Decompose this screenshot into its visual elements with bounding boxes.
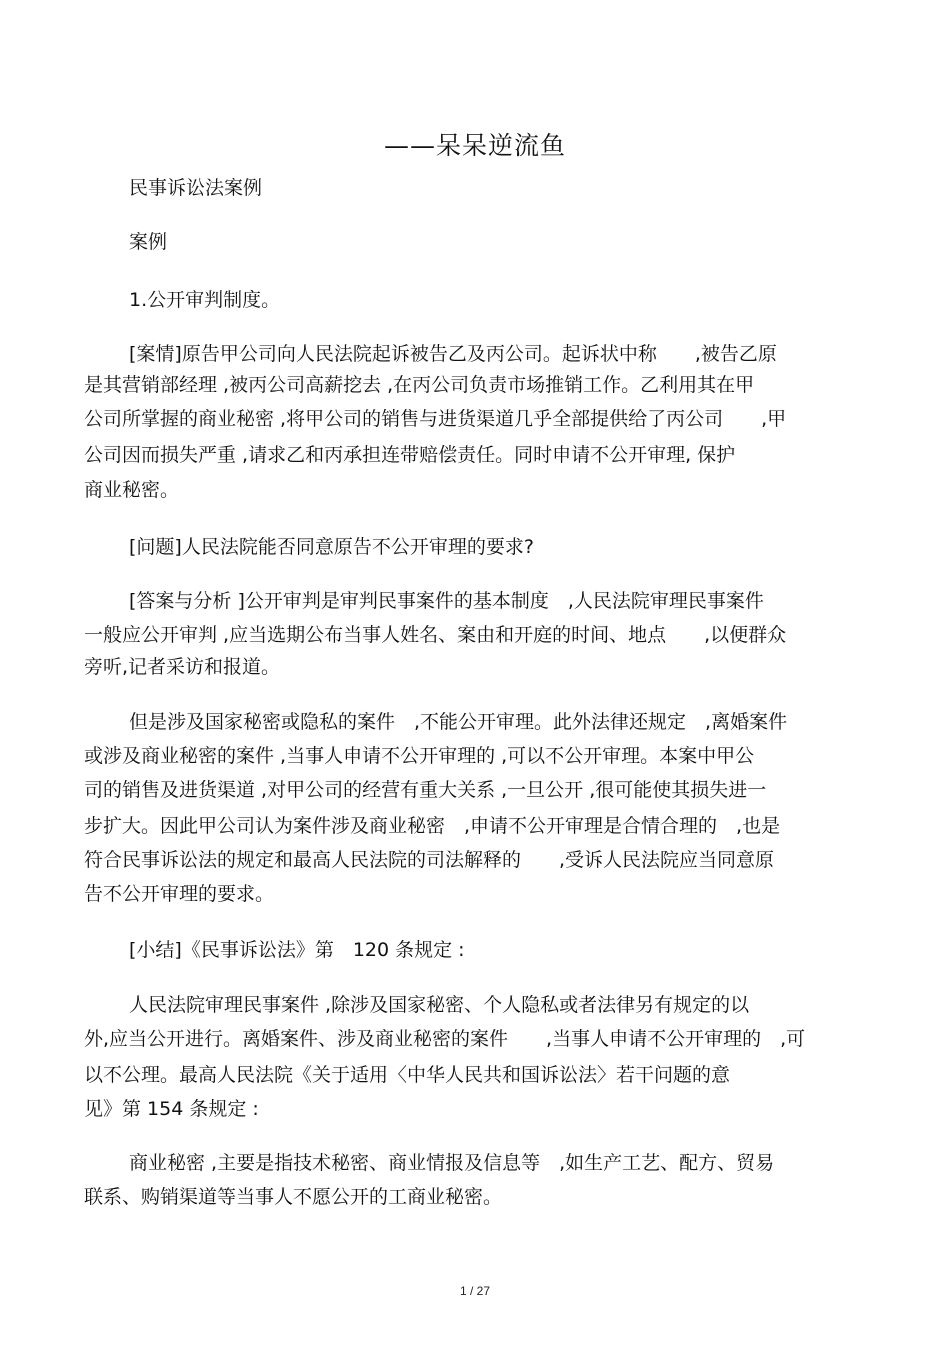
subsection-heading: 案例	[129, 231, 168, 253]
paragraph-line: 步扩大。因此甲公司认为案件涉及商业秘密 ,申请不公开审理是合情合理的 ,也是	[84, 815, 781, 837]
paragraph-line: 公司因而损失严重 ,请求乙和丙承担连带赔偿责任。同时申请不公开审理, 保护	[84, 444, 736, 466]
paragraph-line: 一般应公开审判 ,应当选期公布当事人姓名、案由和开庭的时间、地点 ,以便群众	[84, 624, 787, 646]
paragraph-line: 符合民事诉讼法的规定和最高人民法院的司法解释的 ,受诉人民法院应当同意原	[84, 849, 775, 871]
paragraph-line: [答案与分析 ]公开审判是审判民事案件的基本制度 ,人民法院审理民事案件	[129, 590, 764, 612]
summary-line: [小结]《民事诉讼法》第 120 条规定 :	[129, 939, 465, 961]
section-heading: 民事诉讼法案例	[129, 177, 263, 199]
paragraph-line: 以不公理。最高人民法院《关于适用〈中华人民共和国诉讼法〉若干问题的意	[84, 1064, 731, 1086]
paragraph-line: 或涉及商业秘密的案件 ,当事人申请不公开审理的 ,可以不公开审理。本案中甲公	[84, 745, 755, 767]
question-line: [问题]人民法院能否同意原告不公开审理的要求?	[129, 536, 534, 558]
paragraph-line: 见》第 154 条规定 :	[84, 1098, 259, 1120]
page-number: 1 / 27	[459, 1284, 491, 1298]
paragraph-line: 告不公开审理的要求。	[84, 883, 275, 905]
paragraph-line: 旁听,记者采访和报道。	[84, 656, 281, 678]
paragraph-line: 但是涉及国家秘密或隐私的案件 ,不能公开审理。此外法律还规定 ,离婚案件	[129, 711, 788, 733]
paragraph-line: 公司所掌握的商业秘密 ,将甲公司的销售与进货渠道几乎全部提供给了丙公司 ,甲	[84, 408, 787, 430]
paragraph-line: 商业秘密。	[84, 479, 180, 501]
paragraph-line: 商业秘密 ,主要是指技术秘密、商业情报及信息等 ,如生产工艺、配方、贸易	[129, 1152, 775, 1174]
document-title: ——呆呆逆流鱼	[383, 131, 566, 160]
paragraph-line: 人民法院审理民事案件 ,除涉及国家秘密、个人隐私或者法律另有规定的以	[129, 994, 750, 1016]
paragraph-line: 是其营销部经理 ,被丙公司高薪挖去 ,在丙公司负责市场推销工作。乙利用其在甲	[84, 374, 755, 396]
paragraph-line: 司的销售及进货渠道 ,对甲公司的经营有重大关系 ,一旦公开 ,很可能使其损失进一	[84, 779, 767, 801]
paragraph-line: 外,应当公开进行。离婚案件、涉及商业秘密的案件 ,当事人申请不公开审理的 ,可	[84, 1028, 806, 1050]
paragraph-line: 联系、购销渠道等当事人不愿公开的工商业秘密。	[84, 1186, 503, 1208]
case-heading: 1.公开审判制度。	[129, 289, 281, 311]
paragraph-line: [案情]原告甲公司向人民法院起诉被告乙及丙公司。起诉状中称 ,被告乙原	[129, 343, 777, 365]
